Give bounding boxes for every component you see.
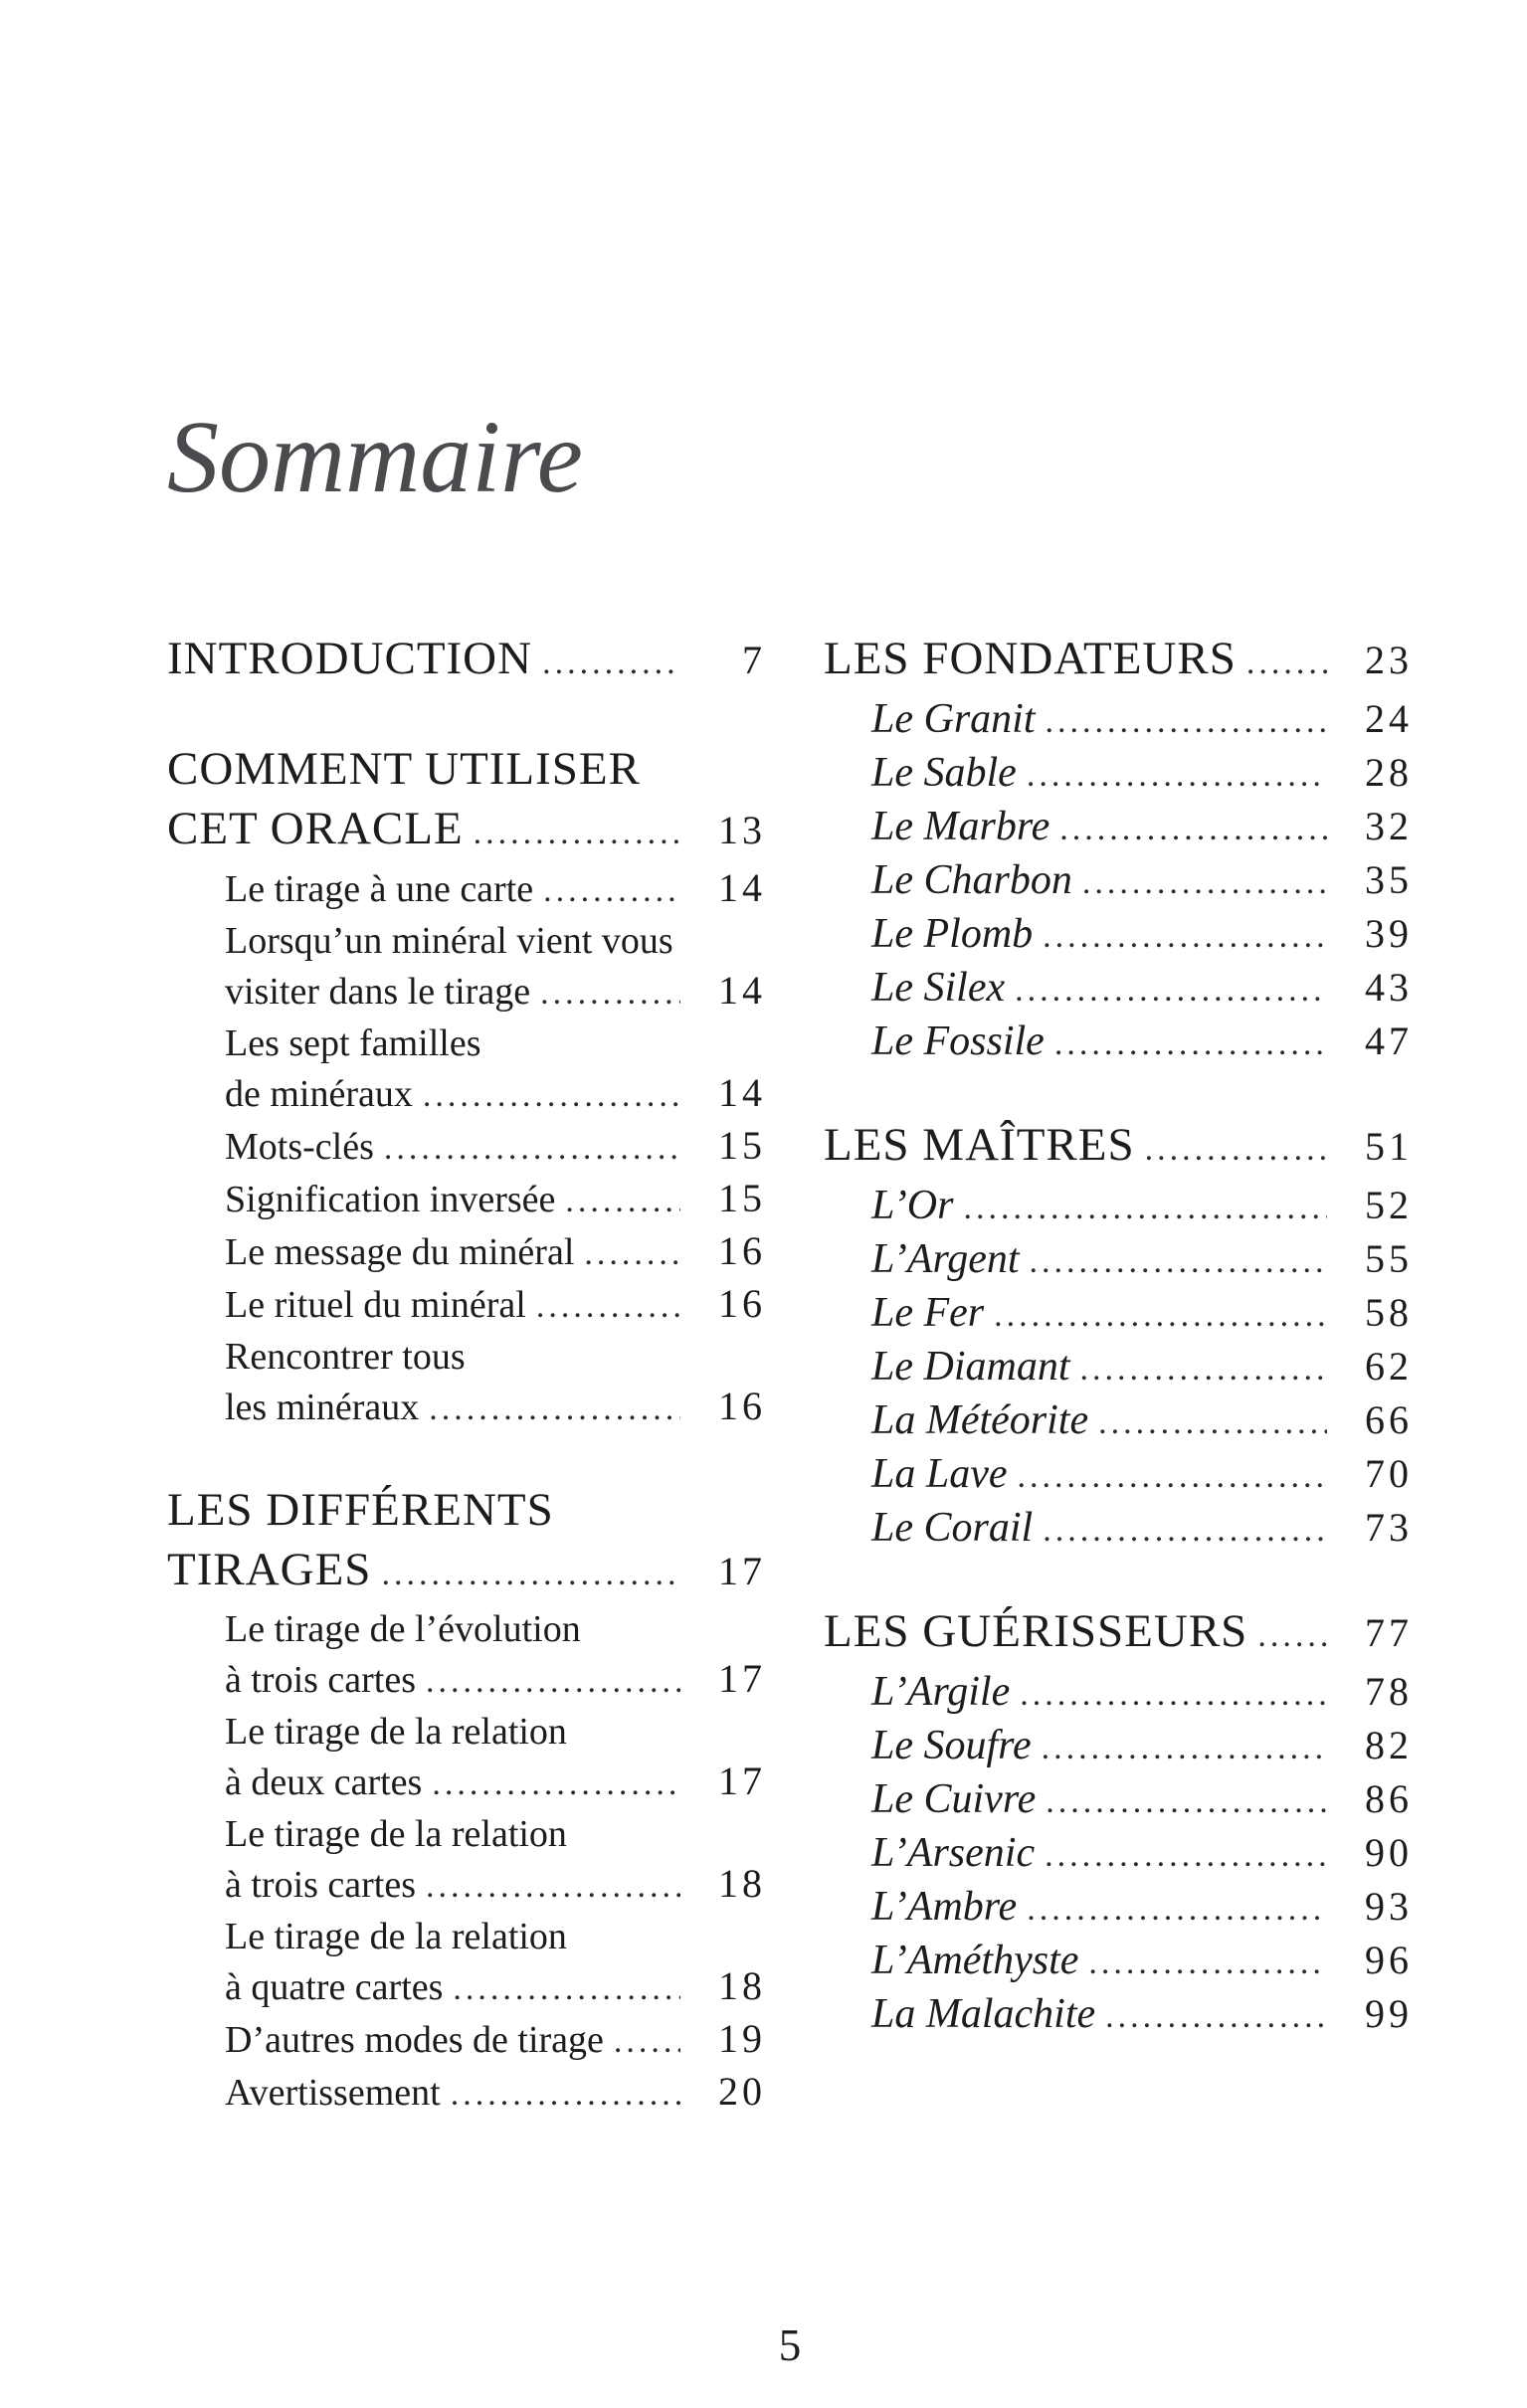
toc-label: La Météorite xyxy=(871,1397,1089,1443)
toc-label: Le Silex xyxy=(871,965,1006,1011)
toc-entry-row xyxy=(824,1773,1413,1827)
toc-label: Les sept familles xyxy=(225,1022,481,1064)
dot-leader xyxy=(994,1288,1327,1341)
toc-entry-row xyxy=(167,1279,766,1332)
toc-label: les minéraux xyxy=(225,1387,420,1428)
toc-entry-row xyxy=(167,1604,766,1654)
toc-label: Mots-clés xyxy=(225,1126,374,1168)
toc-entry-row xyxy=(824,693,1413,747)
page-number: 58 xyxy=(1365,1290,1413,1335)
dot-leader xyxy=(1046,694,1327,747)
dot-leader xyxy=(474,799,680,863)
page-number: 82 xyxy=(1365,1723,1413,1767)
toc-entry-row xyxy=(167,1121,766,1174)
page-number: 96 xyxy=(1365,1938,1413,1982)
toc-entry-row xyxy=(824,1502,1413,1556)
toc-label: à trois cartes xyxy=(225,1864,417,1906)
toc-section xyxy=(167,739,766,1434)
page-number: 15 xyxy=(718,1176,766,1220)
toc-heading-row xyxy=(167,799,766,863)
toc-entry-row xyxy=(824,1287,1413,1341)
dot-leader xyxy=(426,1655,680,1707)
toc-entry-row xyxy=(824,1016,1413,1069)
toc-heading-row xyxy=(167,1480,766,1540)
page-number: 17 xyxy=(718,1549,766,1593)
toc-label: à quatre cartes xyxy=(225,1966,444,2008)
toc-column-right xyxy=(824,629,1413,2042)
toc-entry-row xyxy=(167,1226,766,1279)
toc-label: Rencontrer tous xyxy=(225,1336,466,1378)
page-number: 17 xyxy=(718,1656,766,1701)
toc-columns xyxy=(167,629,1413,2120)
dot-leader xyxy=(1027,748,1327,801)
dot-leader xyxy=(1059,802,1327,854)
toc-entry-row xyxy=(824,1341,1413,1394)
dot-leader xyxy=(1043,1503,1327,1556)
dot-leader xyxy=(429,1383,680,1434)
toc-entry-row xyxy=(167,1332,766,1382)
toc-heading-row xyxy=(824,1601,1413,1666)
page-number: 14 xyxy=(718,865,766,910)
page-number: 17 xyxy=(718,1759,766,1803)
page-number: 77 xyxy=(1365,1610,1413,1655)
dot-leader xyxy=(432,1758,680,1809)
dot-leader xyxy=(1045,1828,1327,1881)
dot-leader xyxy=(1246,629,1327,693)
toc-heading-row xyxy=(167,1540,766,1604)
dot-leader xyxy=(1082,855,1327,908)
toc-entry-row xyxy=(824,854,1413,908)
dot-leader xyxy=(1020,1667,1327,1720)
toc-entry-row xyxy=(167,1654,766,1707)
dot-leader xyxy=(426,1860,680,1912)
page-number: 32 xyxy=(1365,804,1413,848)
toc-entry-row xyxy=(167,916,766,966)
toc-label: LES FONDATEURS xyxy=(824,633,1237,684)
toc-entry-row xyxy=(167,1912,766,1961)
toc-label: Le message du minéral xyxy=(225,1231,575,1273)
page-number: 52 xyxy=(1365,1183,1413,1227)
toc-entry-row xyxy=(824,1935,1413,1988)
page-number: 14 xyxy=(718,1070,766,1115)
toc-section xyxy=(824,629,1413,1069)
toc-entry-row xyxy=(167,2014,766,2067)
toc-entry-row xyxy=(824,1720,1413,1773)
dot-leader xyxy=(542,629,680,693)
dot-leader xyxy=(451,2068,680,2120)
toc-label: à trois cartes xyxy=(225,1659,417,1701)
toc-label: Le Plomb xyxy=(871,911,1034,957)
toc-entry-row xyxy=(824,1394,1413,1448)
toc-label: Le Soufre xyxy=(871,1723,1032,1768)
page-number: 47 xyxy=(1365,1019,1413,1063)
toc-entry-row xyxy=(167,2067,766,2120)
dot-leader xyxy=(963,1181,1327,1233)
page-number: 93 xyxy=(1365,1884,1413,1929)
dot-leader xyxy=(1043,909,1327,962)
toc-entry-row xyxy=(167,1707,766,1757)
toc-entry-row xyxy=(824,962,1413,1016)
dot-leader xyxy=(1030,1234,1327,1287)
page-number: 24 xyxy=(1365,696,1413,741)
page-number: 99 xyxy=(1365,1991,1413,2036)
page-number: 86 xyxy=(1365,1776,1413,1821)
dot-leader xyxy=(1015,963,1327,1016)
page-number: 14 xyxy=(718,968,766,1013)
toc-label: Le Fossile xyxy=(871,1019,1045,1064)
dot-leader xyxy=(614,2015,680,2067)
toc-label: Le Corail xyxy=(871,1505,1034,1551)
toc-entry-row xyxy=(824,908,1413,962)
dot-leader xyxy=(543,864,680,916)
page-number: 28 xyxy=(1365,750,1413,795)
toc-label: Le Fer xyxy=(871,1290,985,1336)
dot-leader xyxy=(1080,1342,1328,1394)
page-number: 90 xyxy=(1365,1830,1413,1875)
toc-label: Le tirage de la relation xyxy=(225,1813,567,1855)
toc-label: Le tirage à une carte xyxy=(225,868,534,910)
folio-page-number: 5 xyxy=(778,2320,802,2370)
toc-entry-row xyxy=(824,1233,1413,1287)
toc-label: Le Granit xyxy=(871,696,1036,742)
toc-entry-row xyxy=(824,1666,1413,1720)
page-number: 43 xyxy=(1365,965,1413,1010)
dot-leader xyxy=(565,1175,680,1226)
toc-label: Le tirage de la relation xyxy=(225,1916,567,1957)
dot-leader xyxy=(381,1540,680,1604)
toc-entry-row xyxy=(167,1809,766,1859)
toc-label: Le Marbre xyxy=(871,804,1050,849)
toc-entry-row xyxy=(167,1961,766,2014)
dot-leader xyxy=(1257,1601,1327,1666)
dot-leader xyxy=(1027,1882,1327,1935)
page-number: 73 xyxy=(1365,1505,1413,1550)
page-number: 66 xyxy=(1365,1397,1413,1442)
toc-entry-row xyxy=(824,1827,1413,1881)
toc-label: Avertissement xyxy=(225,2072,441,2114)
toc-column-left xyxy=(167,629,766,2120)
toc-label: à deux cartes xyxy=(225,1761,423,1803)
toc-entry-row xyxy=(824,1180,1413,1233)
page-number: 20 xyxy=(718,2069,766,2114)
page-number: 23 xyxy=(1365,638,1413,682)
dot-leader xyxy=(1088,1936,1327,1988)
dot-leader xyxy=(1046,1774,1327,1827)
page-title: Sommaire xyxy=(167,400,583,514)
dot-leader xyxy=(1098,1395,1327,1448)
page-number: 78 xyxy=(1365,1669,1413,1714)
page-number: 15 xyxy=(718,1123,766,1168)
toc-label: Lorsqu’un minéral vient vous xyxy=(225,920,673,962)
toc-label: L’Argent xyxy=(871,1236,1020,1282)
toc-section xyxy=(824,1601,1413,2042)
toc-label: Le tirage de l’évolution xyxy=(225,1608,581,1650)
toc-entry-row xyxy=(824,747,1413,801)
page-number: 19 xyxy=(718,2016,766,2061)
toc-entry-row xyxy=(167,1068,766,1121)
toc-section xyxy=(167,629,766,693)
dot-leader xyxy=(1054,1017,1327,1069)
dot-leader xyxy=(540,967,680,1019)
toc-entry-row xyxy=(167,1859,766,1912)
toc-entry-row xyxy=(167,966,766,1019)
toc-label: L’Or xyxy=(871,1183,954,1228)
dot-leader xyxy=(1105,1989,1327,2042)
toc-entry-row xyxy=(824,1881,1413,1935)
page-number: 35 xyxy=(1365,857,1413,902)
dot-leader xyxy=(1018,1449,1328,1502)
dot-leader xyxy=(584,1227,680,1279)
toc-label: La Lave xyxy=(871,1451,1008,1497)
toc-entry-row xyxy=(167,1757,766,1809)
toc-entry-row xyxy=(167,863,766,916)
toc-label: La Malachite xyxy=(871,1991,1096,2037)
toc-label: Signification inversée xyxy=(225,1179,556,1220)
page-number: 16 xyxy=(718,1228,766,1273)
toc-heading-row xyxy=(167,739,766,799)
toc-section xyxy=(824,1115,1413,1556)
toc-label: Le Diamant xyxy=(871,1344,1070,1389)
toc-label: de minéraux xyxy=(225,1073,413,1115)
toc-heading-row xyxy=(824,1115,1413,1180)
toc-label: Le Charbon xyxy=(871,857,1072,903)
dot-leader xyxy=(453,1962,680,2014)
toc-label: L’Améthyste xyxy=(871,1938,1079,1983)
page-number: 55 xyxy=(1365,1236,1413,1281)
page-number: 62 xyxy=(1365,1344,1413,1389)
page-number: 39 xyxy=(1365,911,1413,956)
toc-label: L’Argile xyxy=(871,1669,1011,1715)
toc-label: COMMENT UTILISER xyxy=(167,743,641,795)
toc-label: D’autres modes de tirage xyxy=(225,2019,604,2061)
dot-leader xyxy=(423,1069,680,1121)
toc-label: Le tirage de la relation xyxy=(225,1711,567,1753)
toc-label: LES MAÎTRES xyxy=(824,1119,1135,1171)
page-number: 7 xyxy=(742,638,766,682)
toc-label: Le rituel du minéral xyxy=(225,1284,526,1326)
dot-leader xyxy=(384,1122,680,1174)
toc-entry-row xyxy=(824,801,1413,854)
toc-entry-row xyxy=(167,1382,766,1434)
toc-label: CET ORACLE xyxy=(167,803,464,854)
dot-leader xyxy=(1145,1115,1327,1180)
toc-label: visiter dans le tirage xyxy=(225,971,531,1013)
toc-label: Le Sable xyxy=(871,750,1017,796)
page-number: 16 xyxy=(718,1384,766,1428)
toc-label: L’Ambre xyxy=(871,1884,1018,1930)
page-number: 51 xyxy=(1365,1124,1413,1169)
toc-entry-row xyxy=(167,1174,766,1226)
toc-label: LES DIFFÉRENTS xyxy=(167,1484,554,1536)
toc-label: Le Cuivre xyxy=(871,1776,1037,1822)
toc-label: TIRAGES xyxy=(167,1544,372,1595)
toc-entry-row xyxy=(167,1019,766,1068)
toc-label: INTRODUCTION xyxy=(167,633,533,684)
toc-label: L’Arsenic xyxy=(871,1830,1036,1876)
page-number: 16 xyxy=(718,1281,766,1326)
toc-entry-row xyxy=(824,1988,1413,2042)
toc-section xyxy=(167,1480,766,2120)
toc-entry-row xyxy=(824,1448,1413,1502)
page-number: 13 xyxy=(718,808,766,852)
dot-leader xyxy=(536,1280,680,1332)
page-number: 18 xyxy=(718,1861,766,1906)
page-number: 18 xyxy=(718,1963,766,2008)
toc-label: LES GUÉRISSEURS xyxy=(824,1605,1248,1657)
toc-heading-row xyxy=(824,629,1413,693)
page-number: 70 xyxy=(1365,1451,1413,1496)
toc-heading-row xyxy=(167,629,766,693)
dot-leader xyxy=(1042,1721,1327,1773)
